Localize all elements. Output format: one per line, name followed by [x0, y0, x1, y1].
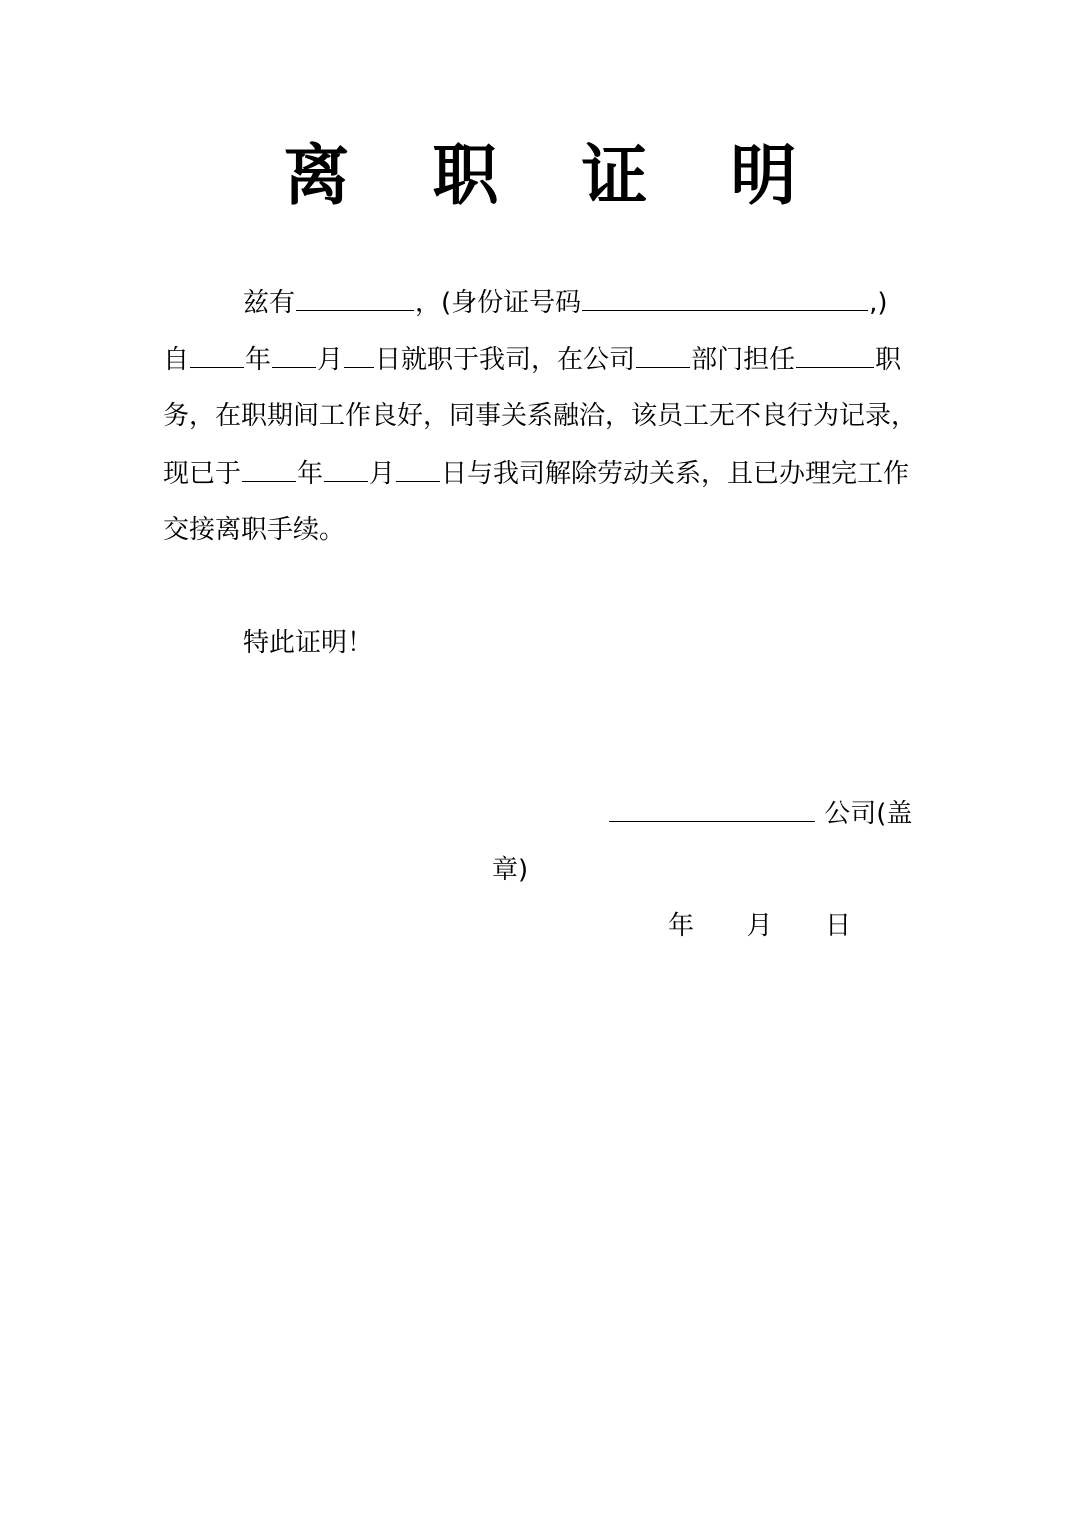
text-day-join: 日就职于我司，在公司	[375, 345, 636, 375]
blank-hire-day[interactable]	[344, 341, 374, 368]
text-id-label: ，(身份证号码	[415, 288, 582, 318]
text-terminated: 日与我司解除劳动关系，且已办理完工作	[441, 459, 910, 489]
text-intro: 兹有	[243, 288, 296, 318]
date-day: 日	[825, 911, 852, 941]
text-department: 部门担任	[691, 345, 796, 375]
text-from: 自	[163, 345, 190, 375]
signature-company-line	[608, 795, 912, 832]
blank-employee-name[interactable]	[296, 284, 414, 311]
blank-department[interactable]	[636, 341, 690, 368]
text-year: 年	[245, 345, 272, 375]
text-closing: 特此证明！	[243, 628, 374, 658]
text-now: 现已于	[163, 459, 242, 489]
signature-seal-line	[492, 852, 528, 888]
date-month: 月	[746, 911, 773, 941]
text-month: 月	[369, 459, 396, 489]
body-line-5	[163, 512, 345, 548]
signature-date-line	[668, 908, 851, 944]
body-line-1	[243, 284, 888, 321]
text-company-seal: 公司(盖	[824, 799, 913, 829]
text-year: 年	[297, 459, 324, 489]
text-duties: 务，在职期间工作良好，同事关系融洽，该员工无不良行为记录，	[163, 401, 918, 431]
blank-leave-year[interactable]	[242, 455, 296, 482]
page-title: 离 职 证 明	[283, 136, 827, 214]
text-seal-end: 章)	[492, 855, 529, 885]
closing-line	[243, 625, 373, 661]
text-handover: 交接离职手续。	[163, 515, 346, 545]
body-line-2	[163, 341, 901, 378]
blank-id-number[interactable]	[582, 284, 868, 311]
body-line-4	[163, 455, 909, 492]
blank-leave-day[interactable]	[396, 455, 440, 482]
blank-hire-year[interactable]	[190, 341, 244, 368]
text-position: 职	[875, 345, 902, 375]
text-month: 月	[317, 345, 344, 375]
blank-hire-month[interactable]	[272, 341, 316, 368]
blank-leave-month[interactable]	[324, 455, 368, 482]
text-id-close: ,)	[869, 288, 888, 318]
blank-company-name[interactable]	[609, 795, 815, 822]
date-year: 年	[668, 911, 695, 941]
body-line-3	[163, 398, 917, 434]
blank-position[interactable]	[796, 341, 874, 368]
